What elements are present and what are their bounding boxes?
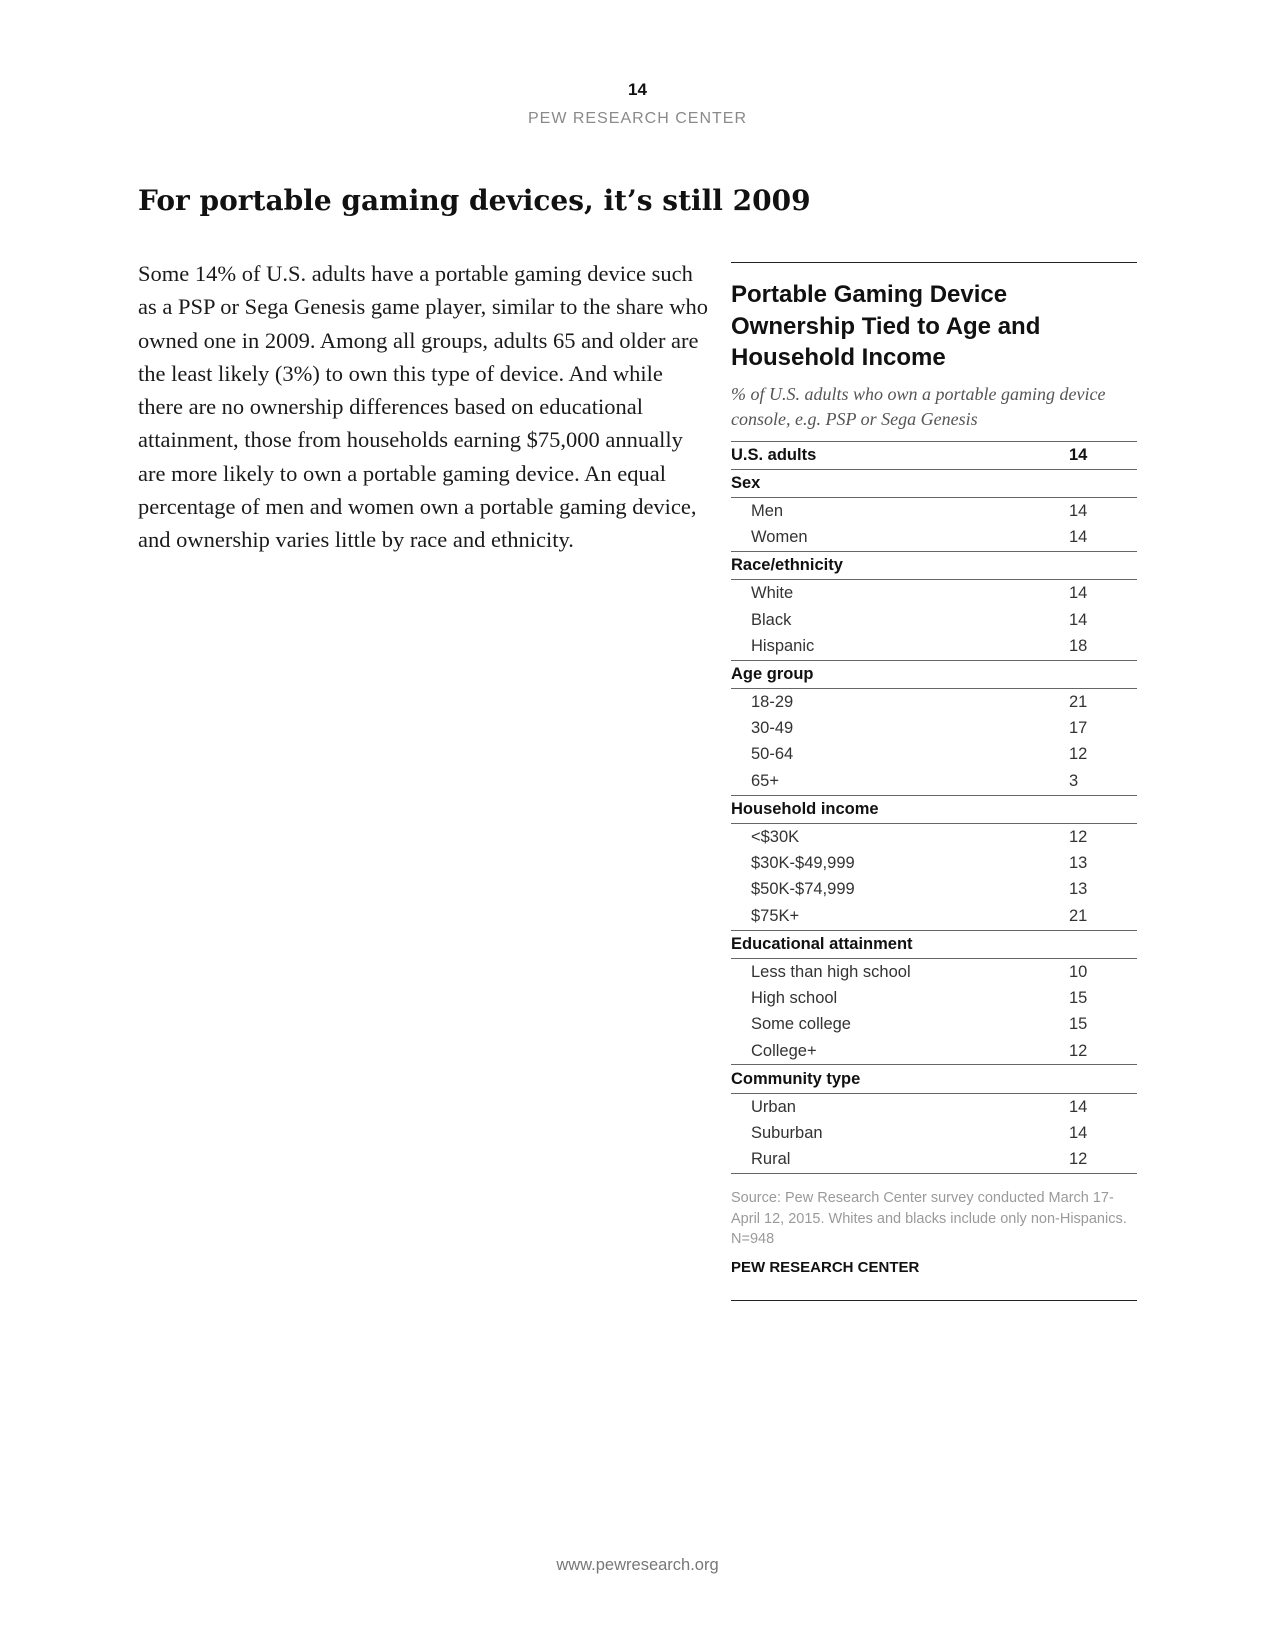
row-value: 14: [1069, 1123, 1088, 1142]
row-label: $30K-$49,999: [751, 854, 855, 873]
footer-url: www.pewresearch.org: [556, 1556, 719, 1574]
row-value: 13: [1069, 854, 1088, 873]
table-groups: [731, 470, 1137, 1174]
row-label: White: [751, 584, 794, 603]
table-row: [731, 607, 1137, 633]
table-group-rows: [731, 824, 1137, 931]
row-label: $75K+: [751, 906, 800, 925]
ownership-table: [731, 442, 1137, 1175]
table-group-header: [731, 470, 1137, 498]
row-value: 14: [1069, 528, 1088, 547]
total-value: 14: [1069, 445, 1088, 464]
row-value: 14: [1069, 1097, 1088, 1116]
total-label: U.S. adults: [731, 445, 817, 464]
row-label: Less than high school: [751, 962, 911, 981]
table-row: [731, 742, 1137, 768]
table-row: [731, 850, 1137, 876]
row-label: Women: [751, 528, 808, 547]
table-group-header: [731, 1065, 1137, 1093]
table-row: [731, 959, 1137, 985]
row-value: 12: [1069, 827, 1088, 846]
row-value: 21: [1069, 906, 1088, 925]
row-value: 13: [1069, 880, 1088, 899]
row-label: 30-49: [751, 719, 794, 738]
table-row: [731, 525, 1137, 551]
table-row: [731, 1120, 1137, 1146]
table-row: [731, 1012, 1137, 1038]
table-row: [731, 1147, 1137, 1173]
table-row: [731, 768, 1137, 794]
group-name: Educational attainment: [731, 934, 913, 953]
row-value: 15: [1069, 1015, 1088, 1034]
table-group-rows: [731, 689, 1137, 796]
table-row: [731, 633, 1137, 659]
sidebar-table-box: [731, 262, 1137, 1301]
row-label: Black: [751, 610, 792, 629]
table-group-header: [731, 796, 1137, 824]
row-value: 10: [1069, 962, 1088, 981]
row-value: 12: [1069, 745, 1088, 764]
row-label: Some college: [751, 1015, 851, 1034]
sidebar-credit: PEW RESEARCH CENTER: [731, 1259, 1137, 1301]
group-name: Community type: [731, 1069, 861, 1088]
table-row: [731, 903, 1137, 929]
table-row: [731, 824, 1137, 850]
table-row: [731, 715, 1137, 741]
row-label: College+: [751, 1041, 817, 1060]
row-label: 18-29: [751, 692, 794, 711]
article-headline: For portable gaming devices, it’s still 2009: [138, 184, 811, 217]
table-group-rows: [731, 1094, 1137, 1174]
row-label: Rural: [751, 1150, 791, 1169]
group-name: Age group: [731, 664, 814, 683]
row-label: 65+: [751, 771, 779, 790]
row-value: 12: [1069, 1041, 1088, 1060]
row-value: 14: [1069, 610, 1088, 629]
sidebar-title: Portable Gaming Device Ownership Tied to Age and Household Income: [731, 281, 1041, 371]
table-group-rows: [731, 498, 1137, 552]
row-label: High school: [751, 989, 838, 1007]
group-name: Sex: [731, 474, 761, 493]
sidebar-subtitle: % of U.S. adults who own a portable gaming device console, e.g. PSP or Sega Genesis: [731, 382, 1137, 442]
table-row-total: [731, 442, 1137, 470]
source-note: Source: Pew Research Center survey conducted March 17-April 12, 2015. Whites and blacks include only non-Hispanics. N=948: [731, 1190, 1127, 1248]
row-value: 3: [1069, 771, 1079, 790]
row-label: Suburban: [751, 1123, 823, 1142]
table-group-header: [731, 661, 1137, 689]
group-name: Race/ethnicity: [731, 556, 843, 575]
table-row: [731, 877, 1137, 903]
table-group-header: [731, 552, 1137, 580]
article-paragraph: Some 14% of U.S. adults have a portable gaming device such as a PSP or Sega Genesis game player, similar to the share who owned one in 2009. Among all groups, adults 65 and older are the least likely (3%) to own this type of device. And while there are no ownership differences based on educational attainment, those from households earning $75,000 annually are more likely to own a portable gaming device. An equal percentage of men and women own a portable gaming device, and ownership varies little by race and ethnicity.: [138, 261, 709, 553]
row-value: 14: [1069, 501, 1088, 520]
table-row: [731, 1038, 1137, 1064]
row-label: $50K-$74,999: [751, 880, 855, 899]
table-group-rows: [731, 580, 1137, 660]
row-label: 50-64: [751, 745, 794, 764]
header-organization: PEW RESEARCH CENTER: [527, 110, 748, 127]
row-label: Urban: [751, 1097, 796, 1116]
table-group-rows: [731, 959, 1137, 1066]
group-name: Household income: [731, 799, 879, 818]
row-label: Hispanic: [751, 636, 815, 655]
row-label: <$30K: [751, 827, 800, 846]
table-row: [731, 498, 1137, 524]
row-value: 17: [1069, 719, 1088, 738]
row-value: 14: [1069, 584, 1088, 603]
table-row: [731, 689, 1137, 715]
table-row: [731, 580, 1137, 606]
page-number: 14: [628, 80, 647, 99]
table-row: [731, 1094, 1137, 1120]
row-value: 15: [1069, 989, 1088, 1007]
table-group-header: [731, 931, 1137, 959]
row-value: 18: [1069, 636, 1088, 655]
table-row: [731, 985, 1137, 1011]
row-label: Men: [751, 501, 784, 520]
row-value: 12: [1069, 1150, 1088, 1169]
row-value: 21: [1069, 692, 1088, 711]
